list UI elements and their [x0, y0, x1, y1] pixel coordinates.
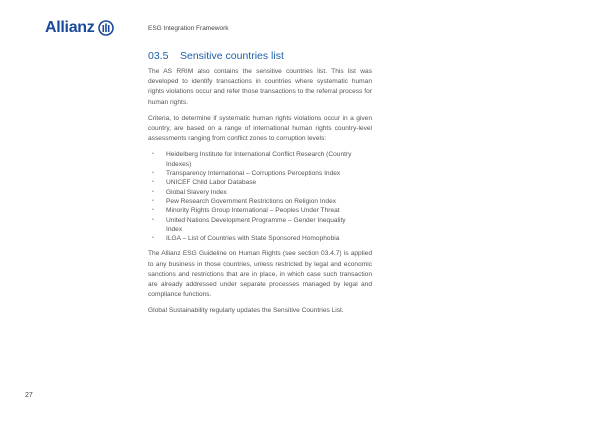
section-heading: [148, 50, 372, 62]
list-item: • United Nations Development Programme – Gender Inequality Index: [148, 216, 356, 235]
list-item: • Transparency International – Corruptions Perceptions Index: [148, 169, 356, 178]
list-item: • Heidelberg Institute for International Conflict Research (Country Indexes): [148, 150, 356, 169]
allianz-eagle-icon: [98, 20, 114, 36]
paragraph: The Allianz ESG Guideline on Human Rights (see section 03.4.7) is applied to any business in those countries, unless restricted by legal and economic sanctions and restrictions that are in place, in which case such transaction are already addressed under separate processes managed by legal and compliance functions.: [148, 250, 372, 299]
list-item: • Minority Rights Group International – Peoples Under Threat: [148, 206, 356, 215]
page-number: 27: [25, 392, 33, 399]
paragraph: Global Sustainability regularly updates the Sensitive Countries List.: [148, 307, 344, 315]
list-item: • ILGA – List of Countries with State Sponsored Homophobia: [148, 234, 356, 243]
allianz-logo: [45, 19, 114, 37]
list-item: • UNICEF Child Labor Database: [148, 178, 356, 187]
section-title: Sensitive countries list: [180, 50, 284, 62]
main-content: [148, 50, 372, 323]
list-item: • Global Slavery Index: [148, 188, 356, 197]
logo-wordmark: Allianz: [45, 19, 95, 36]
paragraph: Criteria, to determine if systematic human rights violations occur in a given country, are based on a range of international human rights country-level assessments ranging from conflict zones to corruption levels:: [148, 114, 372, 143]
section-number: 03.5: [148, 50, 169, 62]
list-item: • Pew Research Government Restrictions on Religion Index: [148, 197, 356, 206]
document-title: ESG Integration Framework: [148, 25, 229, 32]
paragraph: The AS RRIM also contains the sensitive countries list. This list was developed to identify transactions in countries where systematic human rights violations occur and refer those transactions to the referral process for human rights.: [148, 68, 372, 106]
criteria-list: [148, 150, 372, 243]
